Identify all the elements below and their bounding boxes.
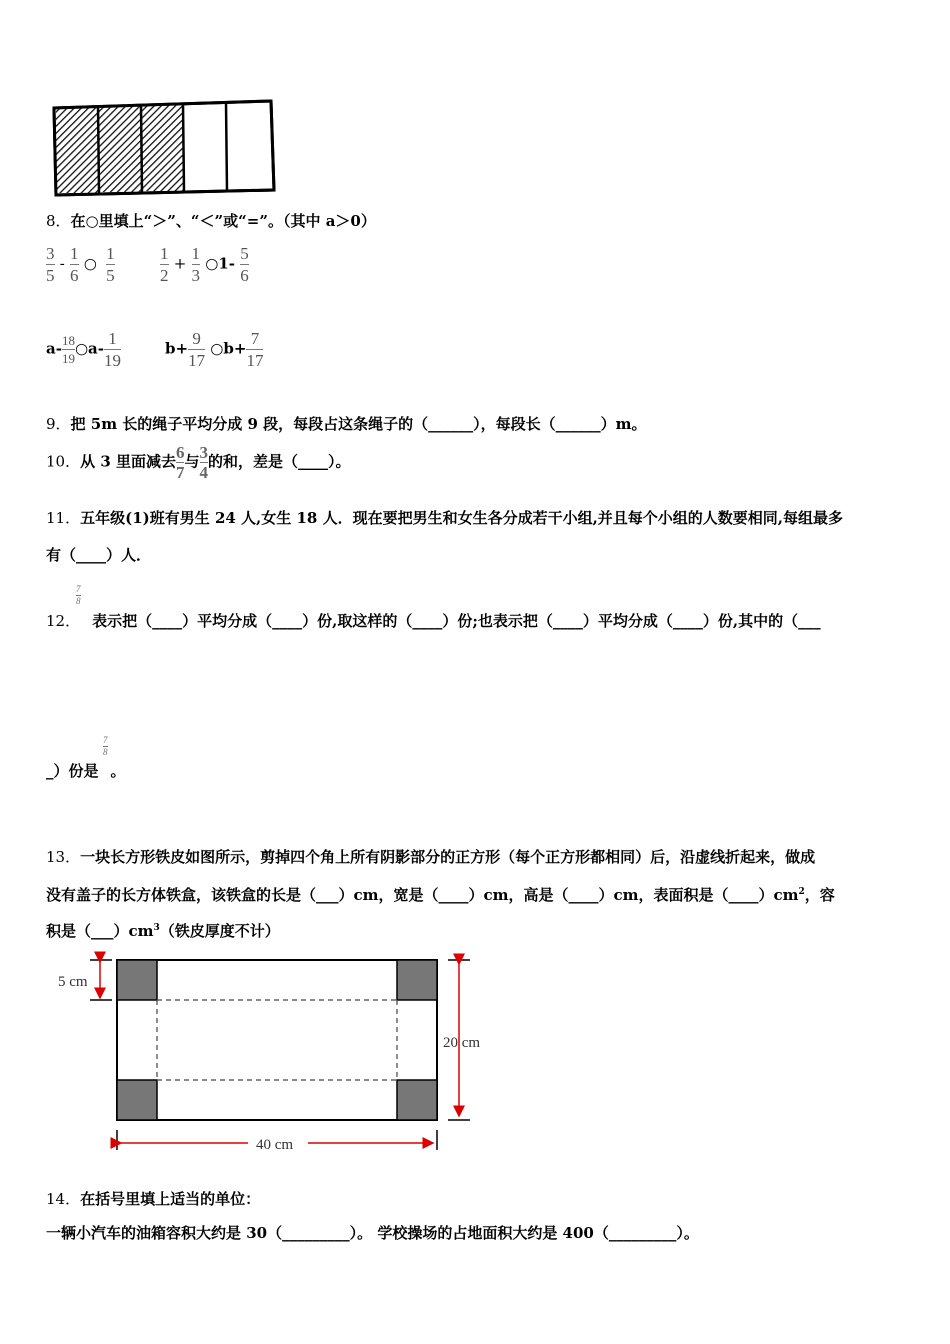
fraction: $\frac{7}{8}$ — [103, 735, 108, 757]
fraction: $\frac{3}{5}$ — [46, 244, 55, 285]
question-12 — [46, 610, 821, 631]
fraction: $\frac{1}{3}$ — [191, 244, 201, 285]
corner-square — [397, 1080, 437, 1120]
shaded-part — [56, 107, 98, 193]
q12-fraction-bottom — [103, 736, 108, 757]
shaded-part — [141, 105, 183, 191]
fraction: $\frac{7}{17}$ — [246, 329, 264, 370]
fraction: $\frac{18}{19}$ — [61, 333, 75, 366]
question-13 — [46, 846, 815, 867]
q12-fraction-top — [76, 585, 81, 606]
corner-square — [397, 960, 437, 1000]
question-number: 9． — [46, 415, 71, 433]
compare-circle[interactable]: ○ — [205, 254, 219, 273]
question-number: 10． — [46, 452, 81, 471]
question-14-line2: 一辆小汽车的油箱容积大约是 30（_________）。 学校操场的占地面积大约是 400（_________）。 — [46, 1224, 699, 1242]
fraction-strip-figure — [48, 98, 278, 200]
question-number: 11． — [46, 509, 81, 527]
compare-circle[interactable]: ○ — [210, 339, 224, 358]
question-12-line2: _）份是 。 — [46, 762, 126, 780]
fraction: $\frac{7}{8}$ — [76, 584, 81, 606]
q8-expression-1: $\frac{3}{5}$ - $\frac{1}{6}$ ○ $\frac{1}{5}$ — [46, 244, 115, 285]
question-text: 把 5m 长的绳子平均分成 9 段，每段占这条绳子的（______），每段长（______）m。 — [70, 415, 647, 433]
q8-expression-2: $\frac{1}{2}$ + $\frac{1}{3}$ ○1- $\frac{5}{6}$ — [160, 244, 249, 285]
q8-expression-4: b+ $\frac{9}{17}$ ○b+ $\frac{7}{17}$ — [165, 329, 264, 370]
question-11-line2: 有（____）人． — [46, 546, 152, 564]
corner-square — [117, 1080, 157, 1120]
fraction: $\frac{1}{2}$ — [160, 244, 169, 285]
question-text: 在括号里填上适当的单位： — [80, 1190, 261, 1208]
shaded-part — [98, 106, 141, 192]
fraction: $\frac{1}{5}$ — [106, 244, 115, 285]
fraction: $\frac{1}{6}$ — [70, 244, 79, 285]
question-text-line1: 五年级(1)班有男生 24 人,女生 18 人．现在要把男生和女生各分成若干小组,并且每个小组的人数要相同,每组最多 — [80, 509, 844, 527]
question-number: 14． — [46, 1190, 81, 1208]
fraction: $\frac{9}{17}$ — [188, 329, 206, 370]
question-10: 10．从 3 里面减去 $\frac{6}{7}$ 与 $\frac{3}{4}$ 的和，差是（____）。 — [46, 443, 351, 482]
compare-circle[interactable]: ○ — [74, 339, 89, 358]
question-11 — [46, 507, 843, 528]
question-text-line1: 表示把（____）平均分成（____）份,取这样的（____）份;也表示把（____）平均分成（____）份,其中的（___ — [92, 612, 821, 630]
fraction: $\frac{3}{4}$ — [199, 443, 208, 482]
compare-circle[interactable]: ○ — [83, 254, 97, 273]
height-label: 20 cm — [443, 1035, 481, 1051]
width-label: 40 cm — [256, 1137, 294, 1153]
iron-sheet-figure — [50, 950, 500, 1155]
question-text-line1: 一块长方形铁皮如图所示，剪掉四个角上所有阴影部分的正方形（每个正方形都相同）后，沿虚线折起来，做成 — [80, 848, 816, 866]
question-13-line3: 积是$(\_\_\_)cm^3$（铁皮厚度不计） — [46, 922, 280, 940]
question-9 — [46, 413, 647, 434]
fraction: $\frac{6}{7}$ — [175, 443, 185, 482]
question-number: 12． — [46, 612, 81, 630]
question-number: 13． — [46, 848, 81, 866]
corner-square — [117, 960, 157, 1000]
question-number: 8． — [46, 212, 71, 230]
side-length-label: 5 cm — [58, 974, 88, 990]
fraction: $\frac{1}{19}$ — [104, 329, 121, 370]
question-text: 在○里填上“＞”、“＜”或“=”。（其中 a＞0） — [70, 212, 376, 230]
fraction: $\frac{5}{6}$ — [240, 244, 249, 285]
question-13-line2: 没有盖子的长方体铁盒，该铁盒的长是（___）cm，宽是（____）cm，高是（____）cm，表面积是$(\_\_\_\_)cm^2$，容 — [46, 886, 835, 904]
question-14 — [46, 1188, 260, 1209]
question-8 — [46, 210, 376, 231]
q8-expression-3: a- $\frac{18}{19}$ ○a- $\frac{1}{19}$ — [46, 329, 121, 370]
